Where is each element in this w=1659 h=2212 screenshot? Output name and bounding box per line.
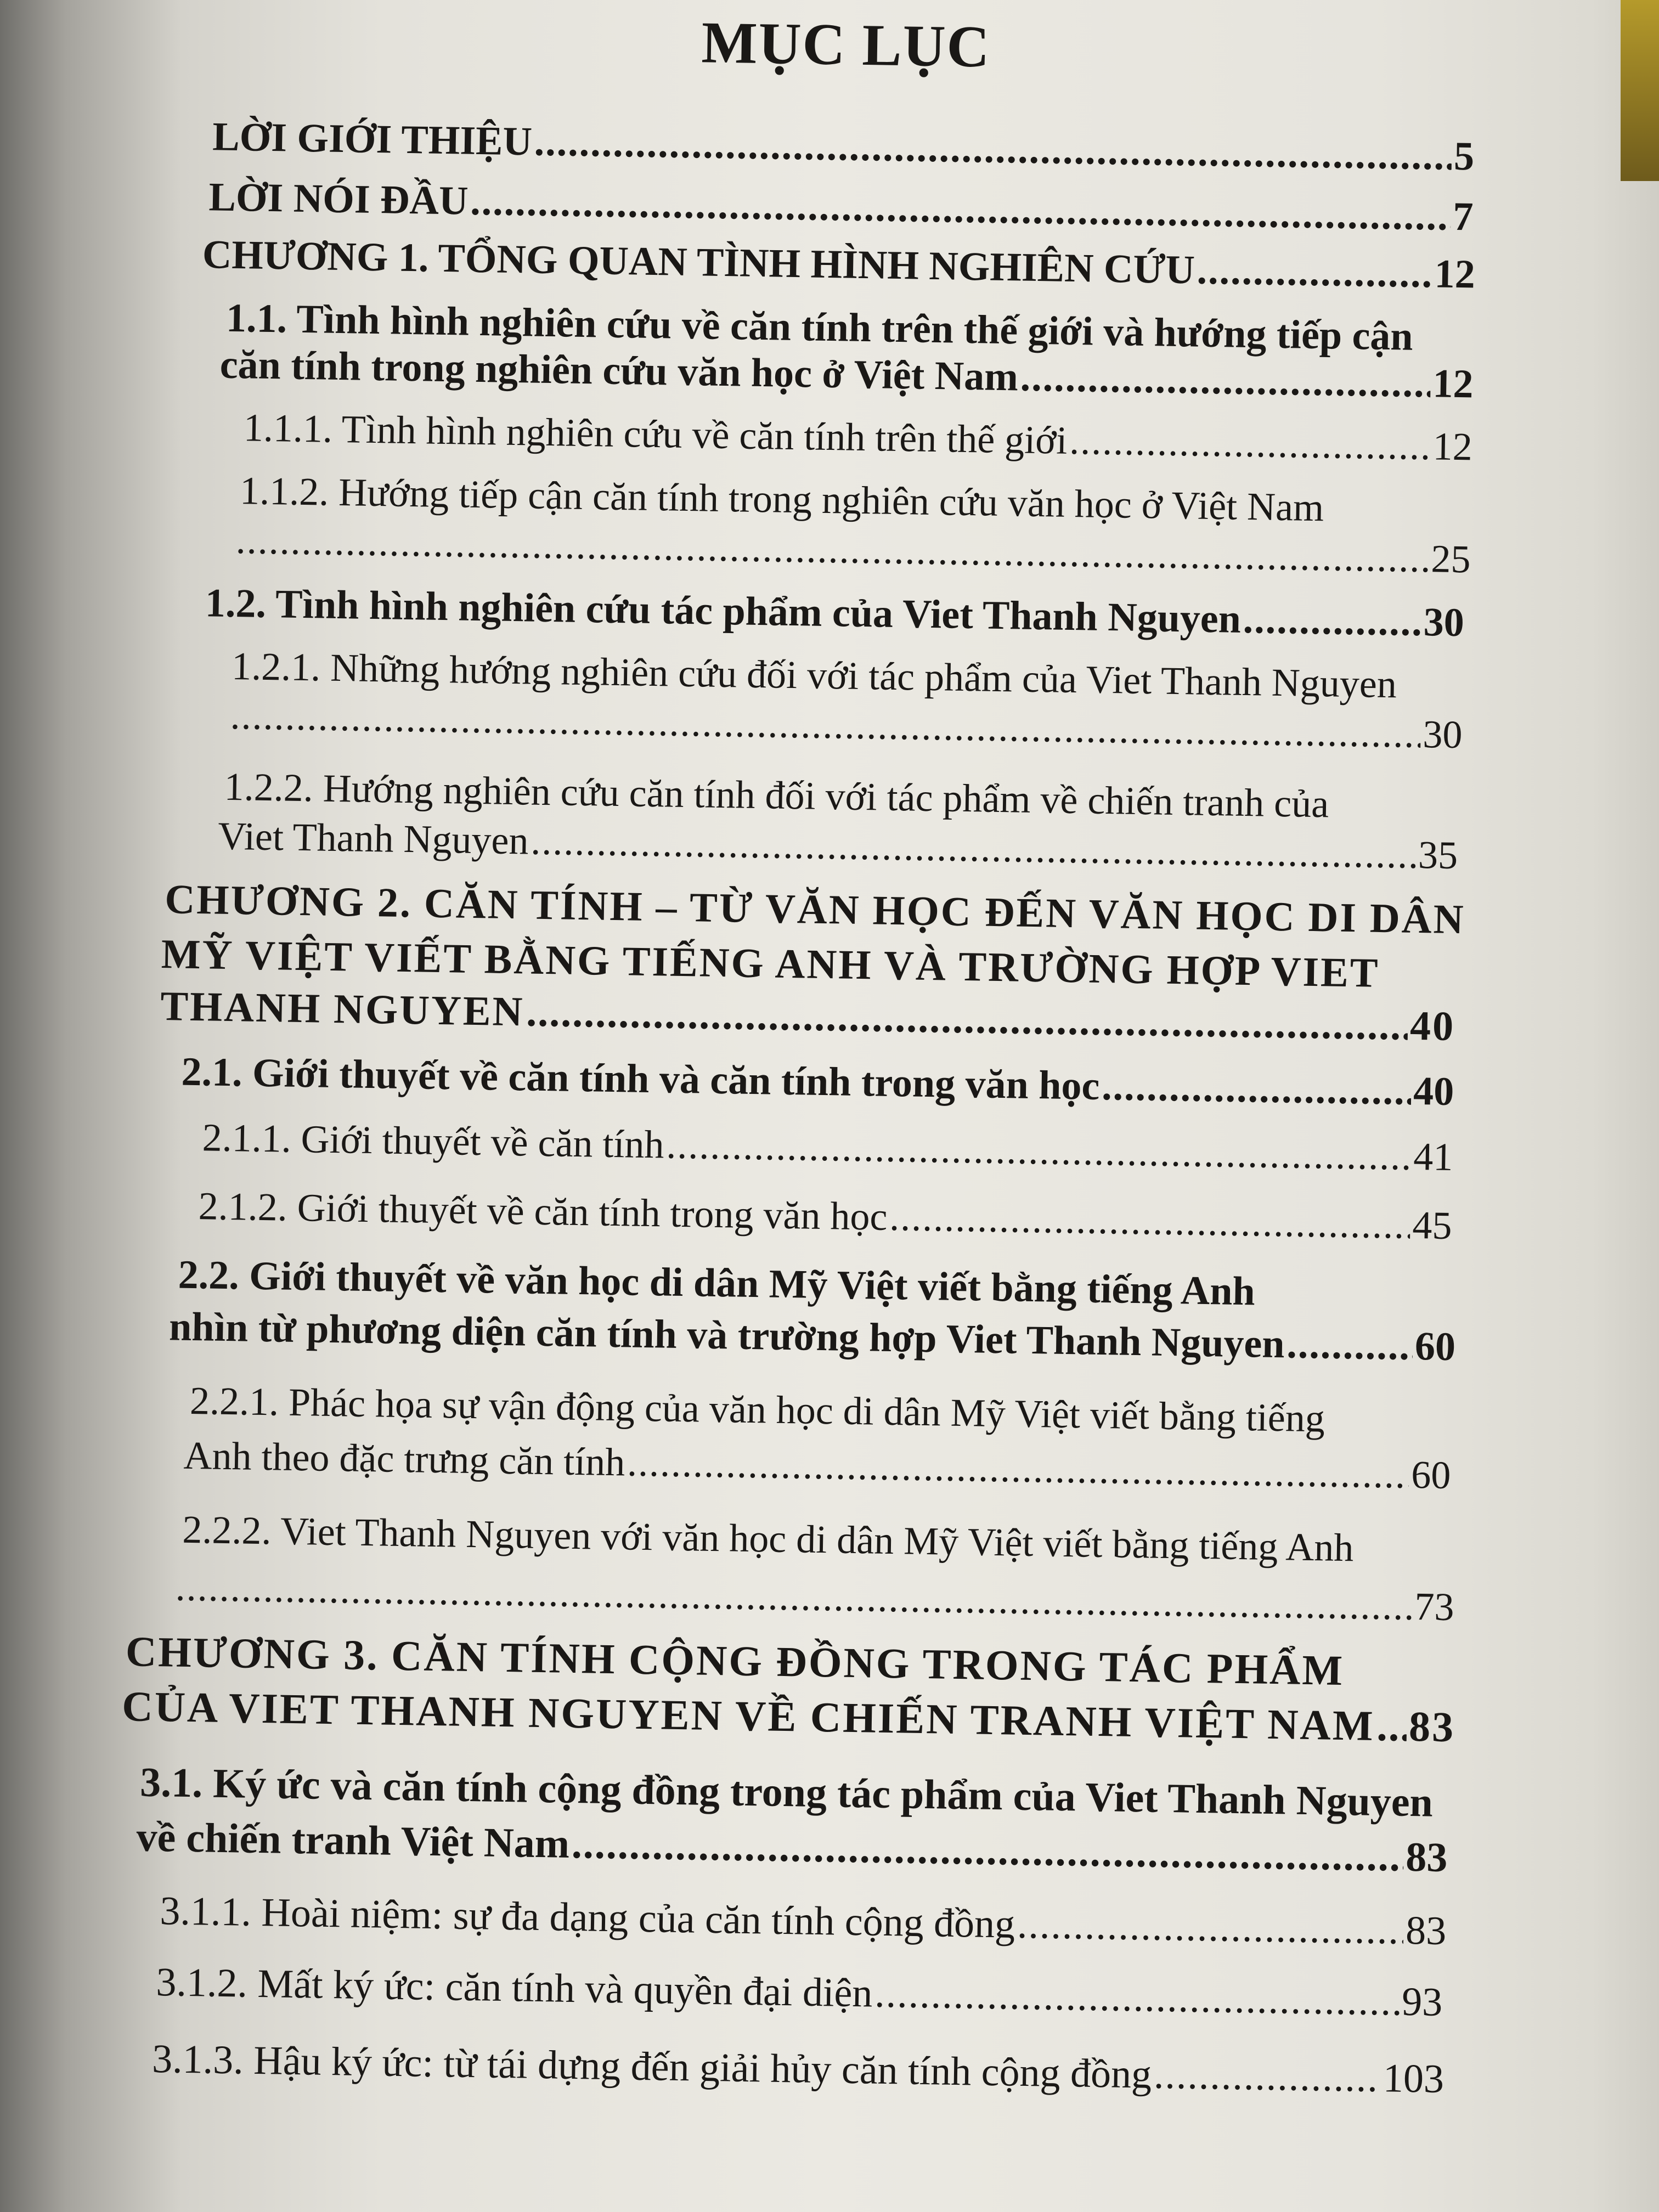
toc-entry	[208, 174, 1474, 240]
toc-entry	[169, 1304, 1456, 1370]
toc-entry-label: CHƯƠNG 1. TỔNG QUAN TÌNH HÌNH NGHIÊN CỨU	[202, 232, 1195, 293]
toc-entry-label: về chiến tranh Việt Nam	[136, 1814, 570, 1867]
toc-entry-page: 83	[1408, 1702, 1455, 1751]
toc-entry-label: THANH NGUYEN	[160, 983, 525, 1035]
toc-entry-label: 1.1.1. Tình hình nghiên cứu về căn tính trên thế giới	[243, 405, 1068, 462]
toc-entry-lead: 1.1. Tình hình nghiên cứu về căn tính trên thế giới và hướng tiếp cận	[225, 295, 1414, 359]
toc-entry-page: 30	[1422, 712, 1463, 757]
toc-entry-label: 3.1.1. Hoài niệm: sự đa dạng của căn tính cộng đồng	[159, 1888, 1015, 1947]
toc-entry	[152, 2036, 1444, 2103]
toc-entry	[198, 1183, 1452, 1249]
leader-dots	[1102, 1063, 1412, 1115]
toc-entry	[212, 114, 1475, 180]
toc-entry-label: 3.1.2. Mất ký ức: căn tính và quyền đại diện	[155, 1960, 873, 2016]
toc-entry-lead: 2.2.2. Viet Thanh Nguyen với văn học di dân Mỹ Việt viết bằng tiếng Anh	[182, 1507, 1355, 1570]
toc-entry-page: 103	[1383, 2056, 1444, 2102]
leader-dots	[1020, 354, 1431, 407]
leader-dots	[889, 1194, 1410, 1248]
leader-dots	[1243, 596, 1421, 646]
toc-entry-page: 41	[1413, 1134, 1454, 1180]
toc-entry	[156, 1959, 1443, 2026]
toc-entry-page: 93	[1401, 1979, 1443, 2025]
toc-entry-page: 35	[1418, 832, 1458, 878]
leader-dots	[175, 1565, 1413, 1629]
leader-dots	[470, 178, 1451, 240]
toc-entry-page: 7	[1452, 194, 1474, 240]
toc-entry-page: 45	[1412, 1203, 1453, 1248]
toc-entry-lead: 3.1. Ký ức và căn tính cộng đồng trong tác phẩm của Viet Thanh Nguyen	[139, 1759, 1434, 1826]
toc-entry	[202, 232, 1475, 298]
leader-dots	[1153, 2052, 1381, 2102]
leader-dots	[627, 1440, 1409, 1497]
leader-dots	[531, 819, 1417, 878]
toc-entry-page: 12	[1432, 361, 1474, 407]
page-title: MỤC LỤC	[701, 10, 991, 80]
toc-entry-page: 12	[1432, 424, 1473, 469]
leader-dots	[1376, 1701, 1407, 1751]
toc-entry-label: LỜI GIỚI THIỆU	[212, 114, 533, 165]
toc-entry-page: 40	[1409, 1002, 1455, 1050]
toc-entry-page: 12	[1434, 251, 1476, 297]
toc-entry-lead: 1.1.2. Hướng tiếp cận căn tính trong nghiên cứu văn học ở Việt Nam	[239, 469, 1324, 530]
toc-entry	[202, 1115, 1453, 1180]
leader-dots	[874, 1971, 1400, 2025]
toc-entry	[183, 1433, 1451, 1498]
toc-entry-label: 3.1.3. Hậu ký ức: từ tái dựng đến giải hủy căn tính cộng đồng	[151, 2036, 1152, 2097]
toc-entry-page: 5	[1453, 133, 1475, 179]
toc-entry-page: 83	[1405, 1908, 1447, 1954]
toc-entry-lead: 1.2.2. Hướng nghiên cứu căn tính đối với tác phẩm về chiến tranh của	[224, 764, 1329, 826]
toc-entry-lead: 2.2. Giới thuyết về văn học di dân Mỹ Việt viết bằng tiếng Anh	[178, 1252, 1256, 1314]
toc-entry-label: CỦA VIET THANH NGUYEN VỀ CHIẾN TRANH VIỆT NAM	[121, 1682, 1375, 1750]
toc-entry-label: nhìn từ phương diện căn tính và trường hợp Viet Thanh Nguyen	[168, 1304, 1285, 1367]
leader-dots	[534, 119, 1452, 180]
toc-entry-label: 2.1.1. Giới thuyết về căn tính	[202, 1115, 665, 1167]
leader-dots	[1197, 247, 1432, 298]
leader-dots	[666, 1122, 1412, 1180]
toc-entry-page: 83	[1405, 1833, 1448, 1881]
toc-entry-lead: CHƯƠNG 2. CĂN TÍNH – TỪ VĂN HỌC ĐẾN VĂN HỌC DI DÂN	[164, 876, 1466, 943]
toc-entry-lead-2: MỸ VIỆT VIẾT BẰNG TIẾNG ANH VÀ TRƯỜNG HỢP VIET	[161, 931, 1380, 996]
leader-dots	[1069, 418, 1431, 469]
leader-dots	[526, 988, 1408, 1049]
toc-entry	[243, 405, 1472, 470]
toc-entry-lead: 1.2.1. Những hướng nghiên cứu đối với tác phẩm của Viet Thanh Nguyen	[231, 644, 1397, 707]
toc-entry	[181, 1049, 1454, 1115]
toc-entry-page: 25	[1430, 537, 1471, 582]
toc-entry-label: Anh theo đặc trưng căn tính	[183, 1433, 625, 1485]
toc-entry-page: 60	[1414, 1324, 1456, 1370]
toc-entry-label: 2.1. Giới thuyết về căn tính và căn tính trong văn học	[180, 1049, 1100, 1109]
toc-entry-page: 73	[1414, 1584, 1455, 1629]
toc-entry	[205, 580, 1464, 646]
toc-entry-label: căn tính trong nghiên cứu văn học ở Việt Nam	[219, 342, 1019, 400]
toc-entry-label: LỜI NÓI ĐẦU	[208, 174, 469, 224]
toc-entry-lead: 2.2.1. Phác họa sự vận động của văn học di dân Mỹ Việt viết bằng tiếng	[189, 1378, 1325, 1441]
toc-entry-page: 40	[1413, 1068, 1454, 1115]
leader-dots	[571, 1820, 1404, 1881]
toc-entry-lead: CHƯƠNG 3. CĂN TÍNH CỘNG ĐỒNG TRONG TÁC PHẨM	[125, 1627, 1345, 1695]
toc-entry-label: 2.1.2. Giới thuyết về căn tính trong văn học	[198, 1184, 888, 1239]
toc-entry	[173, 1565, 1454, 1630]
toc-entry-page: 60	[1410, 1452, 1451, 1498]
toc-entry	[160, 1888, 1447, 1955]
leader-dots	[1286, 1321, 1413, 1370]
toc-entry-page: 30	[1423, 600, 1465, 646]
toc-entry-label: Viet Thanh Nguyen	[217, 814, 529, 863]
leader-dots	[1017, 1901, 1403, 1954]
toc-entry-label: 1.2. Tình hình nghiên cứu tác phẩm của Viet Thanh Nguyen	[205, 580, 1242, 642]
